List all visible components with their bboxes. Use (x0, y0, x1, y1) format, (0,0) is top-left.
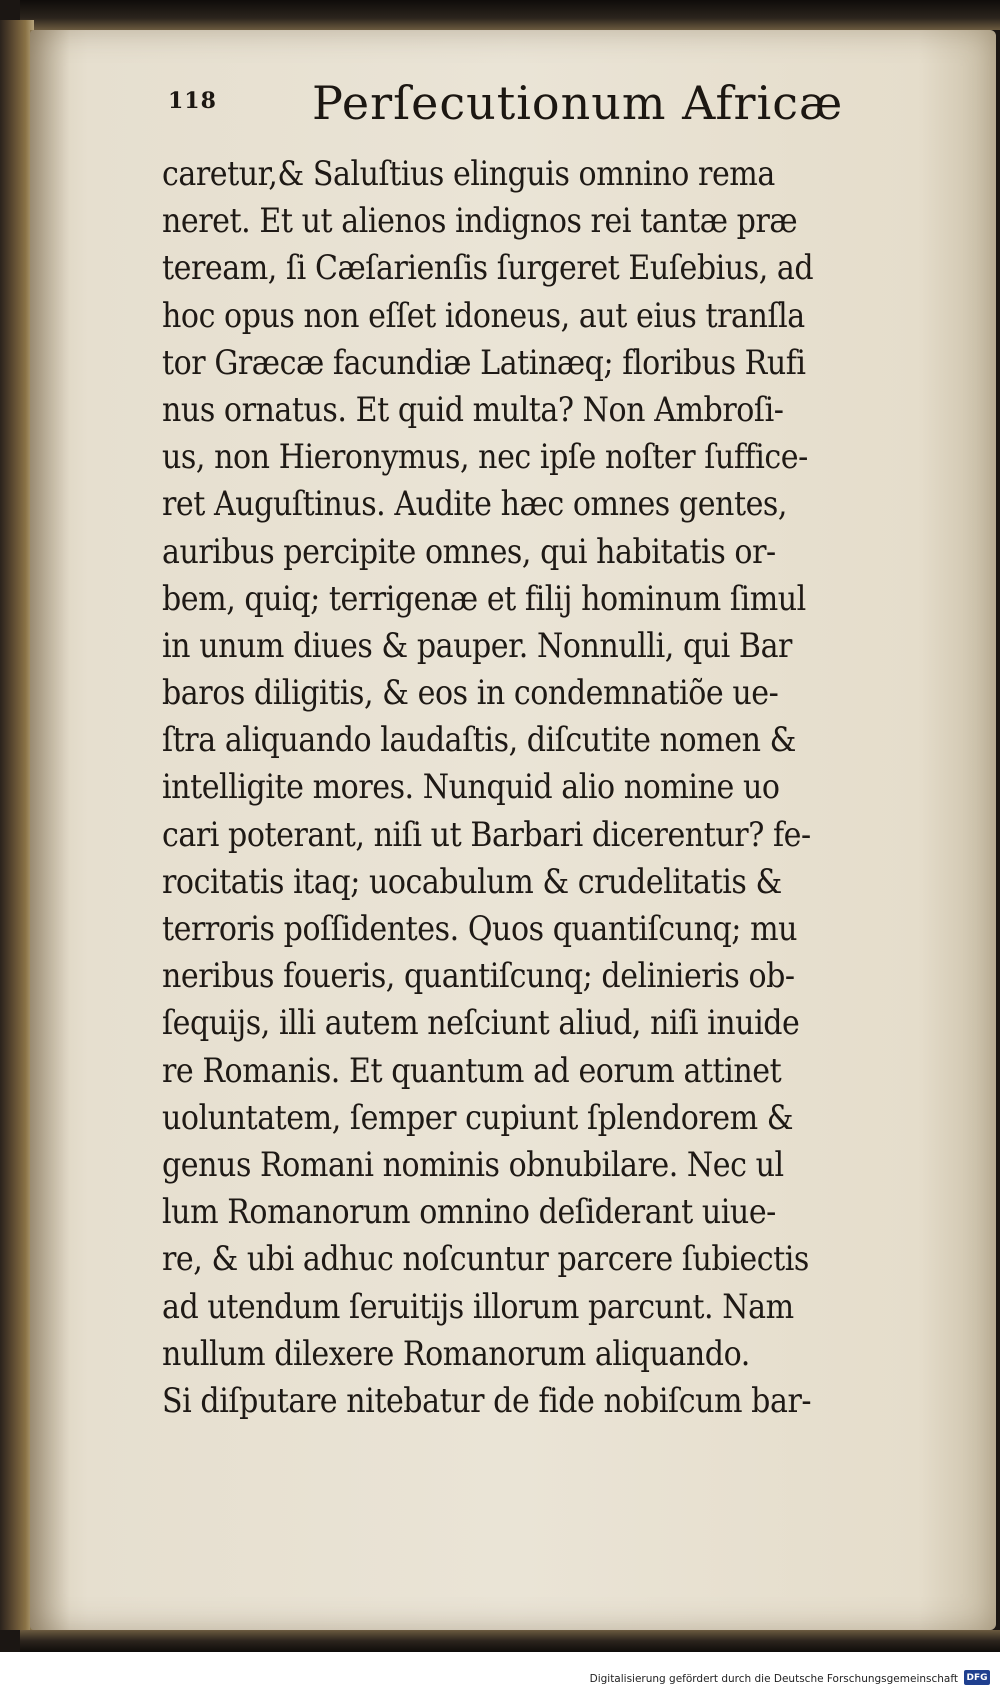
text-line: nus ornatus. Et quid multa? Non Ambroſi- (162, 389, 784, 429)
text-line: hoc opus non eſſet idoneus, aut eius tranſla (162, 295, 805, 335)
text-line: Si diſputare nitebatur de fide nobiſcum bar- (162, 1380, 812, 1420)
text-line: neret. Et ut alienos indignos rei tantæ præ (162, 201, 798, 241)
text-line: nullum dilexere Romanorum aliquando. (162, 1333, 750, 1373)
text-line: ad utendum ſeruitijs illorum parcunt. Nam (162, 1286, 794, 1326)
book-top-edge (20, 0, 1000, 30)
text-line: auribus percipite omnes, qui habitatis or- (162, 531, 776, 571)
body-text (162, 150, 942, 1424)
text-line: in unum diues & pauper. Nonnulli, qui Bar (162, 625, 792, 665)
dfg-logo: DFG (964, 1670, 990, 1685)
text-line: ſtra aliquando laudaſtis, diſcutite nomen & (162, 720, 796, 760)
running-head: Perſecutionum Africæ (312, 76, 844, 130)
text-line: lum Romanorum omnino deſiderant uiue- (162, 1192, 776, 1232)
text-line: teream, ſi Cæſarienſis ſurgeret Euſebius, ad (162, 248, 814, 288)
text-line: tor Græcæ facundiæ Latinæq; floribus Rufi (162, 342, 806, 382)
text-line: us, non Hieronymus, nec ipſe noſter ſuffice- (162, 437, 808, 477)
text-line: neribus foueris, quantiſcunq; delinieris ob- (162, 956, 795, 996)
book-bottom-edge (20, 1630, 1000, 1652)
text-line: uoluntatem, ſemper cupiunt ſplendorem & (162, 1097, 794, 1137)
text-line: rocitatis itaq; uocabulum & crudelitatis & (162, 861, 782, 901)
page-number: 118 (168, 88, 217, 114)
text-line: genus Romani nominis obnubilare. Nec ul (162, 1144, 784, 1184)
digitization-credit: Digitalisierung gefördert durch die Deutsche Forschungsgemeinschaft (589, 1673, 958, 1685)
text-line: baros diligitis, & eos in condemnatiõe ue- (162, 673, 779, 713)
text-line: intelligite mores. Nunquid alio nomine uo (162, 767, 780, 807)
text-line: ret Auguſtinus. Audite hæc omnes gentes, (162, 484, 788, 524)
gutter-shadow (30, 30, 70, 1630)
text-line: ſequijs, illi autem neſciunt aliud, niſi inuide (162, 1003, 800, 1043)
text-line: re Romanis. Et quantum ad eorum attinet (162, 1050, 782, 1090)
text-line: cari poterant, niſi ut Barbari dicerentur? fe- (162, 814, 811, 854)
text-line: re, & ubi adhuc noſcuntur parcere ſubiectis (162, 1239, 809, 1279)
book-spine-edge (0, 20, 34, 1630)
text-line: caretur,& Saluſtius elinguis omnino rema (162, 154, 775, 193)
text-line: terroris poſſidentes. Quos quantiſcunq; mu (162, 909, 798, 948)
text-line: bem, quiq; terrigenæ et filij hominum ſimul (162, 578, 806, 618)
